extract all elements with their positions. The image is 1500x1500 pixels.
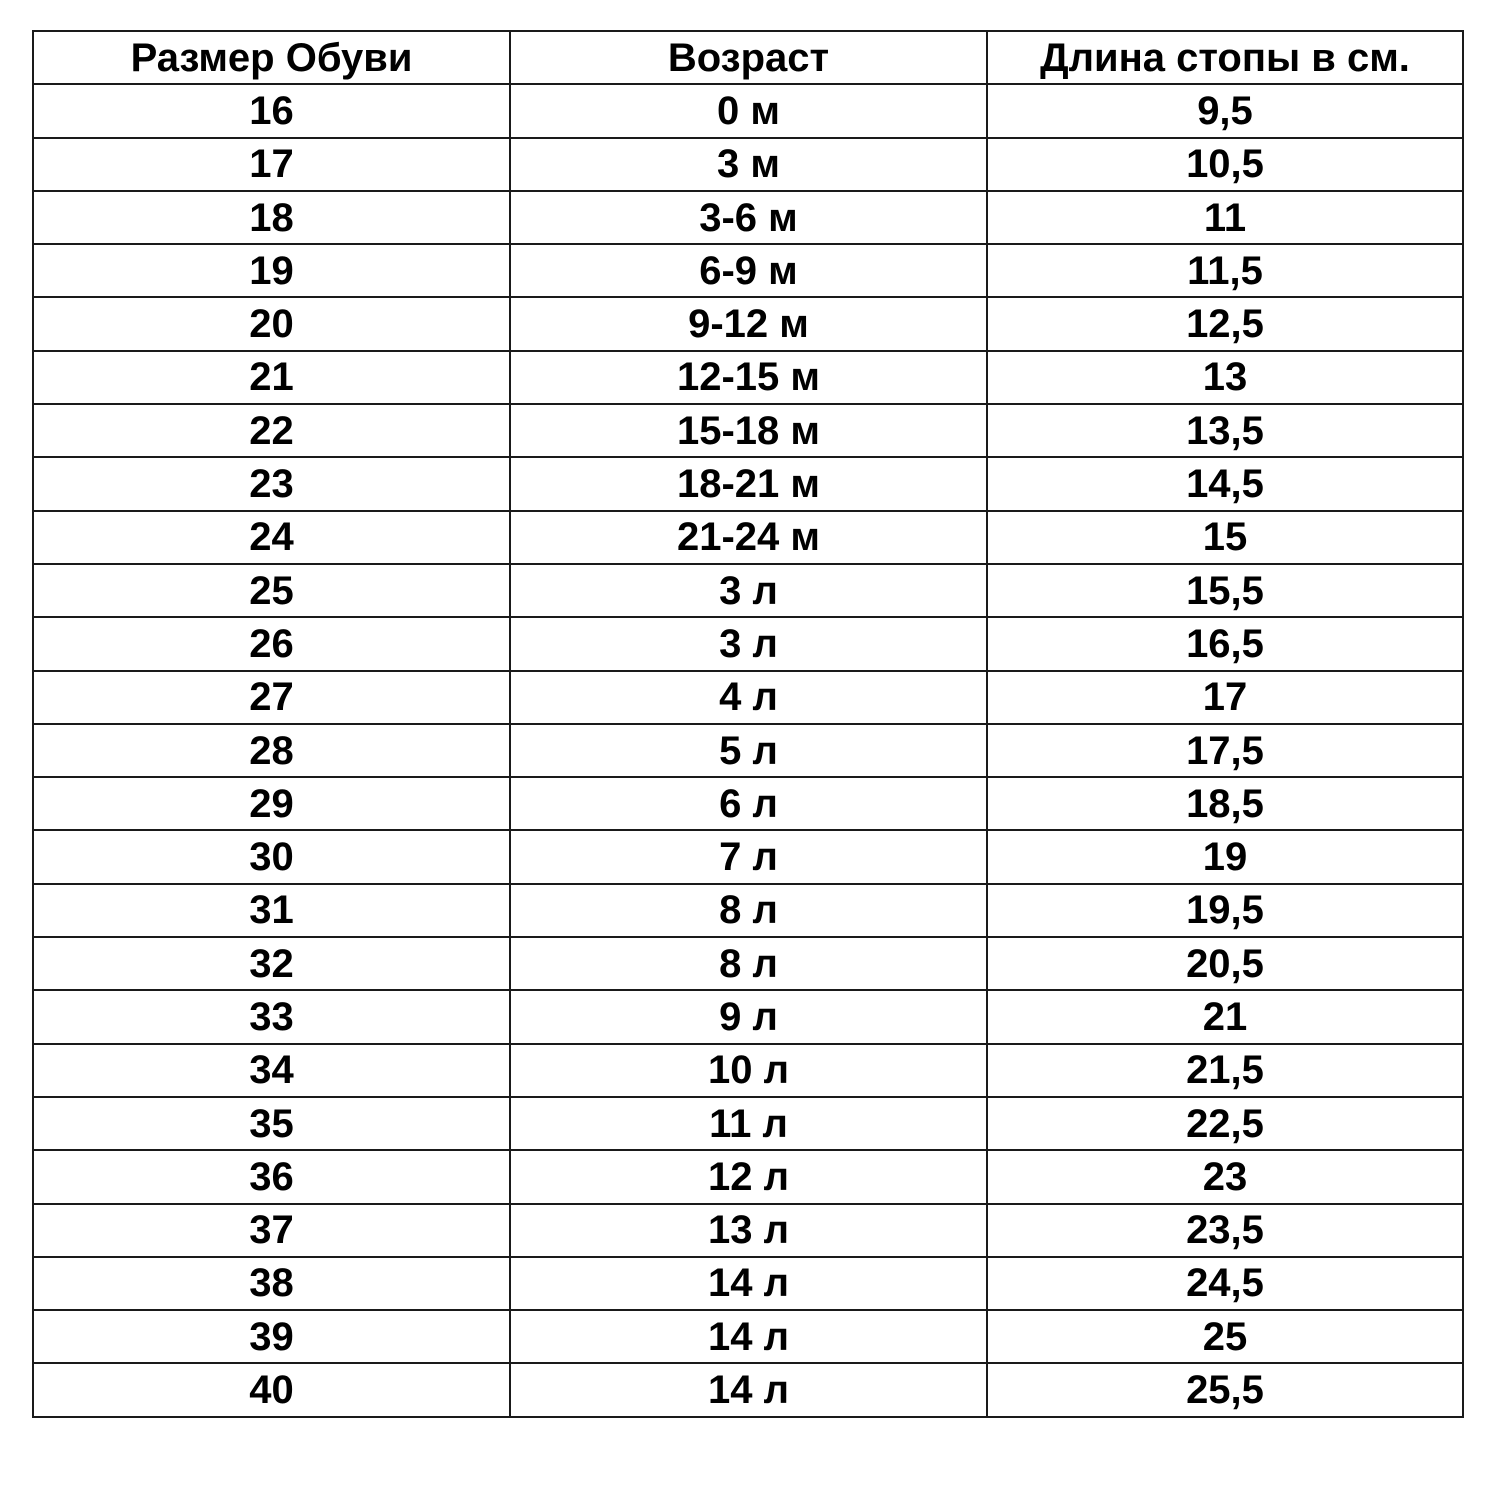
cell-foot-length: 21 bbox=[987, 990, 1463, 1043]
cell-foot-length: 11,5 bbox=[987, 244, 1463, 297]
header-foot-length: Длина стопы в см. bbox=[987, 31, 1463, 84]
cell-shoe-size: 17 bbox=[33, 138, 510, 191]
table-row bbox=[33, 244, 1463, 297]
cell-foot-length: 23 bbox=[987, 1150, 1463, 1203]
cell-shoe-size: 33 bbox=[33, 990, 510, 1043]
cell-shoe-size: 38 bbox=[33, 1257, 510, 1310]
cell-age: 21-24 м bbox=[510, 511, 987, 564]
table-row bbox=[33, 138, 1463, 191]
shoe-size-table bbox=[32, 30, 1464, 1418]
cell-age: 12 л bbox=[510, 1150, 987, 1203]
table-row bbox=[33, 617, 1463, 670]
cell-shoe-size: 16 bbox=[33, 84, 510, 137]
cell-age: 8 л bbox=[510, 937, 987, 990]
table-row bbox=[33, 351, 1463, 404]
cell-shoe-size: 37 bbox=[33, 1204, 510, 1257]
cell-foot-length: 19 bbox=[987, 830, 1463, 883]
table-row bbox=[33, 1310, 1463, 1363]
table-row bbox=[33, 937, 1463, 990]
table-row bbox=[33, 1044, 1463, 1097]
table-row bbox=[33, 671, 1463, 724]
cell-shoe-size: 25 bbox=[33, 564, 510, 617]
cell-shoe-size: 23 bbox=[33, 457, 510, 510]
cell-age: 9 л bbox=[510, 990, 987, 1043]
table-row bbox=[33, 1363, 1463, 1416]
cell-age: 6-9 м bbox=[510, 244, 987, 297]
cell-shoe-size: 20 bbox=[33, 297, 510, 350]
cell-age: 5 л bbox=[510, 724, 987, 777]
header-shoe-size: Размер Обуви bbox=[33, 31, 510, 84]
cell-shoe-size: 35 bbox=[33, 1097, 510, 1150]
table-row bbox=[33, 1150, 1463, 1203]
cell-age: 6 л bbox=[510, 777, 987, 830]
cell-foot-length: 13,5 bbox=[987, 404, 1463, 457]
cell-foot-length: 25 bbox=[987, 1310, 1463, 1363]
cell-foot-length: 15,5 bbox=[987, 564, 1463, 617]
cell-age: 18-21 м bbox=[510, 457, 987, 510]
cell-age: 3 м bbox=[510, 138, 987, 191]
table-row bbox=[33, 884, 1463, 937]
cell-foot-length: 12,5 bbox=[987, 297, 1463, 350]
cell-foot-length: 17 bbox=[987, 671, 1463, 724]
cell-shoe-size: 29 bbox=[33, 777, 510, 830]
cell-foot-length: 13 bbox=[987, 351, 1463, 404]
table-row bbox=[33, 1097, 1463, 1150]
cell-foot-length: 16,5 bbox=[987, 617, 1463, 670]
table-row bbox=[33, 1204, 1463, 1257]
table-row bbox=[33, 404, 1463, 457]
cell-age: 8 л bbox=[510, 884, 987, 937]
cell-foot-length: 19,5 bbox=[987, 884, 1463, 937]
cell-shoe-size: 34 bbox=[33, 1044, 510, 1097]
cell-shoe-size: 21 bbox=[33, 351, 510, 404]
cell-age: 10 л bbox=[510, 1044, 987, 1097]
cell-age: 14 л bbox=[510, 1310, 987, 1363]
table-header bbox=[33, 31, 1463, 84]
cell-age: 0 м bbox=[510, 84, 987, 137]
table-row bbox=[33, 990, 1463, 1043]
cell-age: 3 л bbox=[510, 564, 987, 617]
table-body bbox=[33, 84, 1463, 1416]
cell-foot-length: 25,5 bbox=[987, 1363, 1463, 1416]
cell-foot-length: 9,5 bbox=[987, 84, 1463, 137]
cell-age: 14 л bbox=[510, 1363, 987, 1416]
cell-shoe-size: 40 bbox=[33, 1363, 510, 1416]
cell-age: 3-6 м bbox=[510, 191, 987, 244]
header-row bbox=[33, 31, 1463, 84]
cell-age: 14 л bbox=[510, 1257, 987, 1310]
header-age: Возраст bbox=[510, 31, 987, 84]
cell-foot-length: 11 bbox=[987, 191, 1463, 244]
cell-shoe-size: 26 bbox=[33, 617, 510, 670]
table-row bbox=[33, 297, 1463, 350]
table-row bbox=[33, 511, 1463, 564]
cell-foot-length: 24,5 bbox=[987, 1257, 1463, 1310]
cell-shoe-size: 39 bbox=[33, 1310, 510, 1363]
cell-shoe-size: 18 bbox=[33, 191, 510, 244]
table-row bbox=[33, 724, 1463, 777]
cell-foot-length: 23,5 bbox=[987, 1204, 1463, 1257]
cell-foot-length: 15 bbox=[987, 511, 1463, 564]
cell-foot-length: 20,5 bbox=[987, 937, 1463, 990]
cell-foot-length: 10,5 bbox=[987, 138, 1463, 191]
cell-age: 4 л bbox=[510, 671, 987, 724]
cell-foot-length: 14,5 bbox=[987, 457, 1463, 510]
table-row bbox=[33, 1257, 1463, 1310]
cell-shoe-size: 31 bbox=[33, 884, 510, 937]
table-row bbox=[33, 457, 1463, 510]
cell-age: 11 л bbox=[510, 1097, 987, 1150]
cell-age: 13 л bbox=[510, 1204, 987, 1257]
cell-age: 12-15 м bbox=[510, 351, 987, 404]
table-row bbox=[33, 564, 1463, 617]
cell-age: 3 л bbox=[510, 617, 987, 670]
cell-shoe-size: 27 bbox=[33, 671, 510, 724]
cell-shoe-size: 24 bbox=[33, 511, 510, 564]
cell-foot-length: 18,5 bbox=[987, 777, 1463, 830]
cell-shoe-size: 32 bbox=[33, 937, 510, 990]
cell-foot-length: 21,5 bbox=[987, 1044, 1463, 1097]
table-row bbox=[33, 84, 1463, 137]
cell-foot-length: 22,5 bbox=[987, 1097, 1463, 1150]
cell-shoe-size: 22 bbox=[33, 404, 510, 457]
table-row bbox=[33, 191, 1463, 244]
cell-shoe-size: 28 bbox=[33, 724, 510, 777]
cell-foot-length: 17,5 bbox=[987, 724, 1463, 777]
table-row bbox=[33, 830, 1463, 883]
cell-shoe-size: 30 bbox=[33, 830, 510, 883]
cell-age: 7 л bbox=[510, 830, 987, 883]
cell-shoe-size: 36 bbox=[33, 1150, 510, 1203]
cell-age: 15-18 м bbox=[510, 404, 987, 457]
cell-age: 9-12 м bbox=[510, 297, 987, 350]
table-row bbox=[33, 777, 1463, 830]
cell-shoe-size: 19 bbox=[33, 244, 510, 297]
